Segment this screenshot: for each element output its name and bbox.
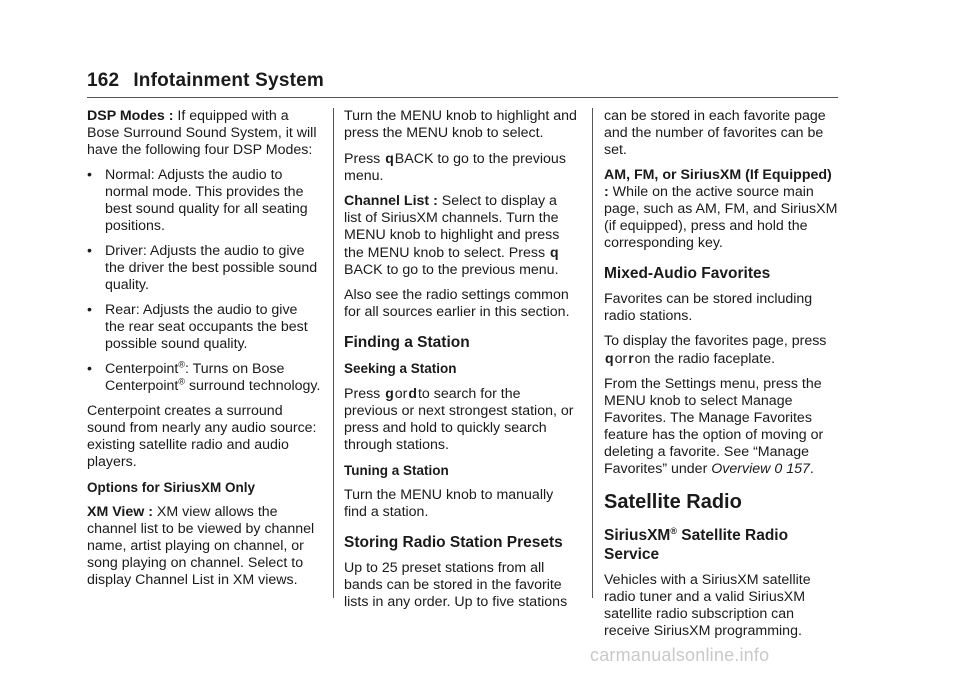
mixed-audio-heading: Mixed-Audio Favorites (604, 265, 771, 282)
bullet-icon: • (87, 302, 92, 318)
centerpoint-paragraph: Centerpoint creates a surround sound from nearly any audio source: existing satellite radio and audio players. (87, 403, 317, 470)
registered-mark: ® (670, 525, 677, 536)
am-fm-label: AM, FM, or SiriusXM (If Equipped) : (604, 167, 832, 200)
display-favorites-paragraph (604, 333, 838, 368)
column-3 (604, 108, 838, 648)
back-icon: q (550, 244, 559, 260)
service-text: Satellite Radio Service (604, 527, 789, 563)
section-title: Infotainment System (133, 70, 324, 91)
xm-view-paragraph (87, 504, 321, 589)
vehicles-paragraph: Vehicles with a SiriusXM satellite radio tuner and a valid SiriusXM satellite radio subscription can receive SiriusXM programming. (604, 572, 811, 639)
xm-view-text: XM view allows the channel list to be viewed by channel name, artist playing on channel, or song playing on channel. Select to display Channel List in XM views. (87, 504, 315, 588)
page-reference: 157 (786, 461, 810, 477)
bullet-icon: • (87, 243, 92, 259)
finding-station-heading: Finding a Station (344, 334, 470, 351)
bullet-centerpoint (105, 361, 321, 395)
channel-list-paragraph (344, 193, 578, 279)
menu-paragraph: Turn the MENU knob to highlight and press the MENU knob to select. (344, 108, 577, 141)
bullet-driver: Driver: Adjusts the audio to give the driver the best possible sound quality. (105, 243, 318, 293)
back-text: BACK to go to the previous menu. (344, 151, 566, 184)
dsp-modes-label: DSP Modes : (87, 108, 174, 124)
settings-paragraph (604, 376, 838, 478)
seek-previous-icon: g (385, 385, 394, 401)
page-number: 162 (87, 70, 120, 91)
or-text: or (614, 351, 628, 367)
display-text: To display the favorites page, press (604, 333, 827, 349)
options-heading: Options for SiriusXM Only (87, 480, 256, 495)
siriusxm-service-heading (604, 526, 838, 564)
mixed-audio-paragraph: Favorites can be stored including radio stations. (604, 291, 813, 324)
channel-list-text: Select to display a list of SiriusXM channels. Turn the MENU knob to highlight and press the MENU knob to select. Press (344, 193, 560, 261)
press-text: Press (344, 386, 385, 402)
centerpoint-text: : Turns on Bose Centerpoint (105, 361, 285, 394)
satellite-radio-heading: Satellite Radio (604, 491, 742, 513)
back-icon: q (385, 150, 394, 166)
channel-back-text: BACK to go to the previous menu. (344, 262, 559, 278)
favorites-continued-paragraph: can be stored in each favorite page and the number of favorites can be set. (604, 108, 826, 158)
header-rule (87, 97, 838, 98)
press-text: Press (344, 151, 385, 167)
presets-heading: Storing Radio Station Presets (344, 534, 563, 551)
tuning-paragraph: Turn the MENU knob to manually find a station. (344, 487, 554, 520)
period-text: . (809, 461, 814, 477)
registered-mark: ® (178, 376, 185, 387)
seek-next-icon: d (408, 385, 417, 401)
am-fm-text: While on the active source main page, such as AM, FM, and SiriusXM (if equipped), press and hold the corresponding key. (604, 184, 838, 251)
seeking-station-heading: Seeking a Station (344, 361, 457, 376)
page-header (87, 70, 324, 92)
settings-text: From the Settings menu, press the MENU knob to select Manage Favorites. The Manage Favorites feature has the option of moving or deleting a favorite. See “Manage Favorites” under (604, 376, 824, 477)
page-ref-arrow: 0 (774, 461, 783, 477)
presets-paragraph: Up to 25 preset stations from all bands can be stored in the favorite lists in any order. Up to five stations (344, 560, 568, 610)
bullet-normal: Normal: Adjusts the audio to normal mode. This provides the best sound quality for all seating positions. (105, 167, 308, 234)
dsp-modes-paragraph (87, 108, 321, 159)
also-paragraph: Also see the radio settings common for all sources earlier in this section. (344, 287, 570, 320)
am-fm-paragraph (604, 167, 838, 252)
list-item (87, 243, 321, 294)
bullet-rear: Rear: Adjusts the audio to give the rear seat occupants the best possible sound quality. (105, 302, 308, 352)
column-divider (592, 108, 593, 598)
tuning-station-heading: Tuning a Station (344, 463, 449, 478)
column-divider (333, 108, 334, 598)
list-item (87, 167, 321, 235)
centerpoint-text: Centerpoint (105, 361, 179, 377)
left-arrow-icon: q (605, 350, 614, 366)
overview-reference: Overview (711, 461, 771, 477)
xm-view-label: XM View : (87, 504, 153, 520)
or-text: or (394, 386, 408, 402)
dsp-modes-text: If equipped with a Bose Surround Sound System, it will have the following four DSP Modes: (87, 108, 317, 158)
bullet-icon: • (87, 167, 92, 183)
channel-list-label: Channel List : (344, 193, 438, 209)
watermark: carmanualsonline.info (590, 645, 770, 665)
column-1 (87, 108, 321, 597)
seek-paragraph (344, 385, 578, 454)
seek-text: to search for the previous or next strongest station, or press and hold to quickly search through stations. (344, 386, 574, 453)
registered-mark: ® (178, 359, 185, 370)
right-arrow-icon: r (628, 350, 634, 366)
back-paragraph (344, 150, 578, 185)
bullet-icon: • (87, 361, 92, 377)
siriusxm-text: SiriusXM (604, 527, 671, 544)
list-item (87, 302, 321, 353)
column-2 (344, 108, 578, 619)
list-item (87, 361, 321, 395)
centerpoint-text: surround technology. (185, 378, 321, 394)
faceplate-text: on the radio faceplate. (634, 351, 776, 367)
